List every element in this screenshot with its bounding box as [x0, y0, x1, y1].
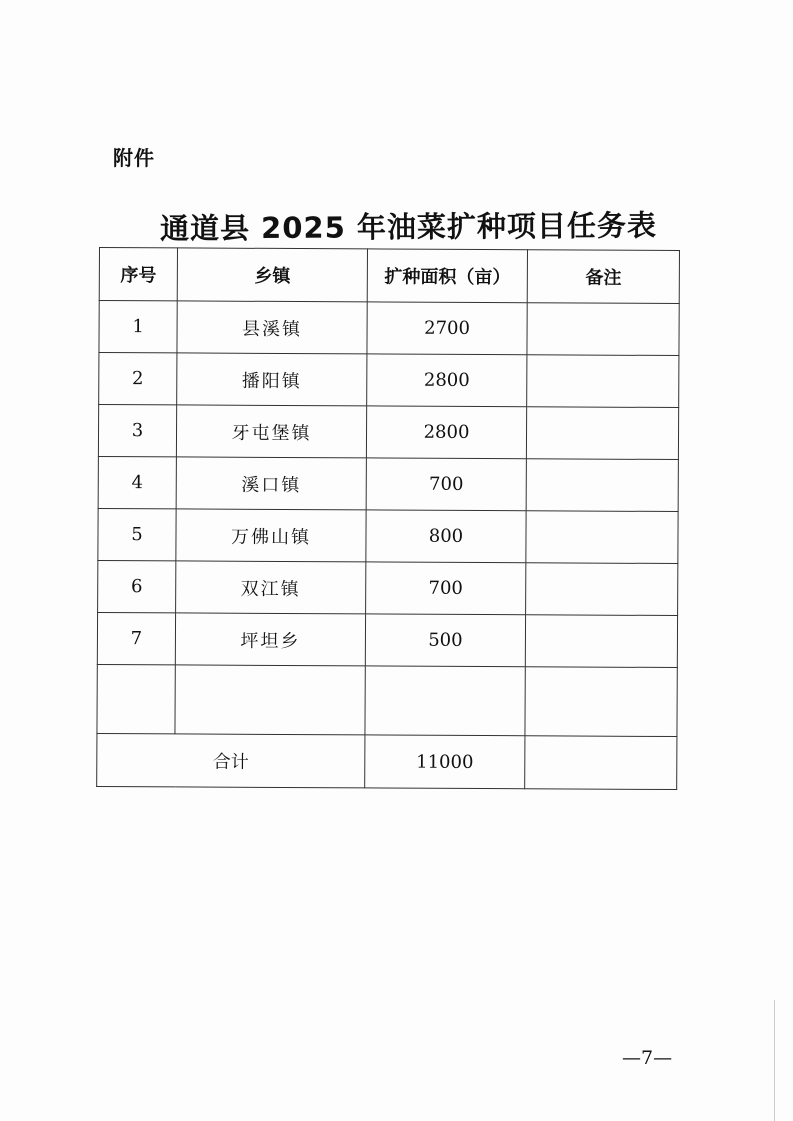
cell-index: 4: [98, 456, 176, 508]
table-row: [98, 405, 678, 460]
cell-area: 700: [366, 458, 526, 511]
cell-index: 1: [99, 301, 177, 353]
cell-index: 6: [98, 560, 176, 612]
total-area: 11000: [365, 735, 525, 789]
cell-remark-empty: [525, 667, 677, 737]
cell-remark: [526, 407, 678, 460]
task-table: [96, 247, 680, 790]
cell-town: 万佛山镇: [176, 509, 366, 562]
cell-index-empty: [97, 664, 175, 733]
total-label: 合计: [97, 733, 365, 787]
header-area: 扩种面积（亩）: [367, 249, 527, 303]
header-index: 序号: [99, 248, 177, 301]
task-table-container: [96, 247, 687, 790]
cell-area: 500: [365, 614, 525, 667]
cell-remark: [525, 615, 677, 668]
total-remark: [525, 736, 677, 790]
table-row: [98, 456, 678, 511]
cell-town: 播阳镇: [177, 353, 367, 406]
cell-town: 县溪镇: [177, 301, 367, 354]
cell-area: 700: [366, 562, 526, 615]
cell-town: 坪坦乡: [175, 613, 365, 666]
cell-index: 5: [98, 508, 176, 560]
cell-remark: [526, 563, 678, 616]
page-number: —7—: [622, 1047, 673, 1069]
table-row: [99, 301, 679, 356]
table-total-row: [97, 733, 677, 789]
cell-remark: [527, 303, 679, 356]
cell-town: 溪口镇: [176, 457, 366, 510]
attachment-label: 附件: [113, 146, 155, 170]
cell-area: 800: [366, 510, 526, 563]
cell-remark: [526, 459, 678, 512]
scan-edge-line: [774, 1000, 775, 1121]
table-row: [99, 353, 679, 408]
cell-town: 牙屯堡镇: [176, 405, 366, 458]
table-row: [97, 612, 677, 667]
header-remark: 备注: [527, 250, 679, 304]
header-town: 乡镇: [177, 248, 367, 302]
cell-area: 2700: [367, 302, 527, 355]
document-title: 通道县 2025 年油菜扩种项目任务表: [159, 208, 658, 246]
table-row: [98, 508, 678, 563]
table-row-blank: [97, 664, 677, 736]
cell-remark: [526, 511, 678, 564]
cell-index: 3: [98, 405, 176, 457]
cell-area: 2800: [367, 354, 527, 407]
table-row: [98, 560, 678, 615]
cell-town: 双江镇: [176, 561, 366, 614]
cell-index: 2: [99, 353, 177, 405]
cell-remark: [527, 355, 679, 408]
cell-town-empty: [175, 665, 365, 735]
cell-area-empty: [365, 666, 525, 736]
table-header-row: [99, 248, 679, 304]
cell-area: 2800: [366, 406, 526, 459]
cell-index: 7: [97, 612, 175, 664]
